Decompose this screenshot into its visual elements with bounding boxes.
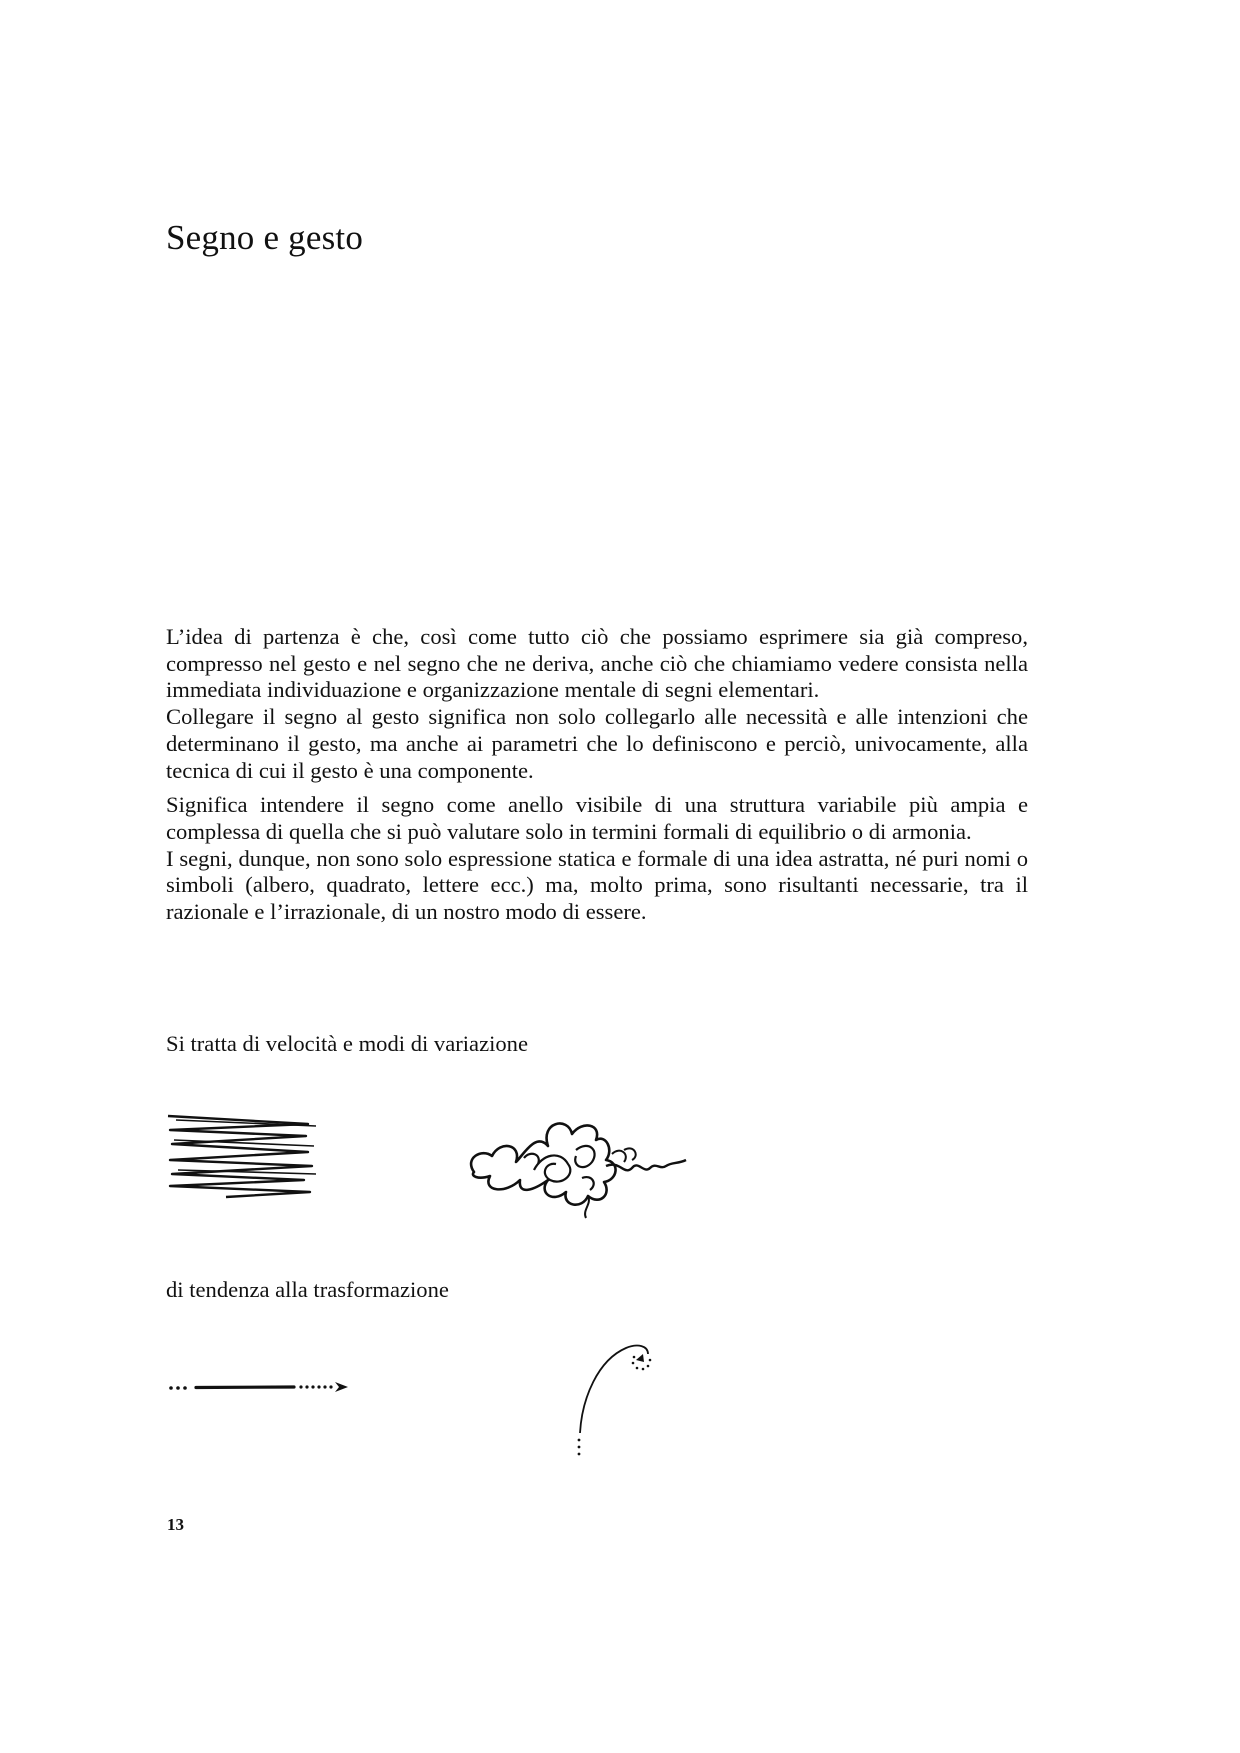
paragraph: Collegare il segno al gesto significa non solo collegarlo alle necessità e alle intenzioni che determinano il gesto, ma anche ai parametri che lo definiscono e perciò, univocamente, alla tecnica di cui il gesto è una componente. [166,704,1028,783]
body-text [166,624,1028,934]
caption-tendency: di tendenza alla trasformazione [166,1277,449,1302]
dotted-arrow-sign [168,1378,368,1398]
paragraph: L’idea di partenza è che, così come tutto ciò che possiamo esprimere sia già compreso, compresso nel gesto e nel segno che ne deriva, anche ciò che chiamiamo vedere consista nella immediata individuazione e organizzazione mentale di segni elementari. [166,624,1028,703]
spiral-sign [568,1338,668,1458]
page-title: Segno e gesto [166,218,364,257]
zigzag-sign [166,1110,316,1200]
page-number: 13 [167,1515,184,1534]
scribble-sign [464,1110,694,1220]
caption-velocity: Si tratta di velocità e modi di variazione [166,1031,529,1056]
paragraph: I segni, dunque, non sono solo espressione statica e formale di una idea astratta, né puri nomi o simboli (albero, quadrato, lettere ecc.) ma, molto prima, sono risultanti necessarie, tra il razionale e l’irrazionale, di un nostro modo di essere. [166,845,1028,925]
paragraph: Significa intendere il segno come anello visibile di una struttura variabile più ampia e complessa di quella che si può valutare solo in termini formali di equilibrio o di armonia. [166,792,1028,844]
